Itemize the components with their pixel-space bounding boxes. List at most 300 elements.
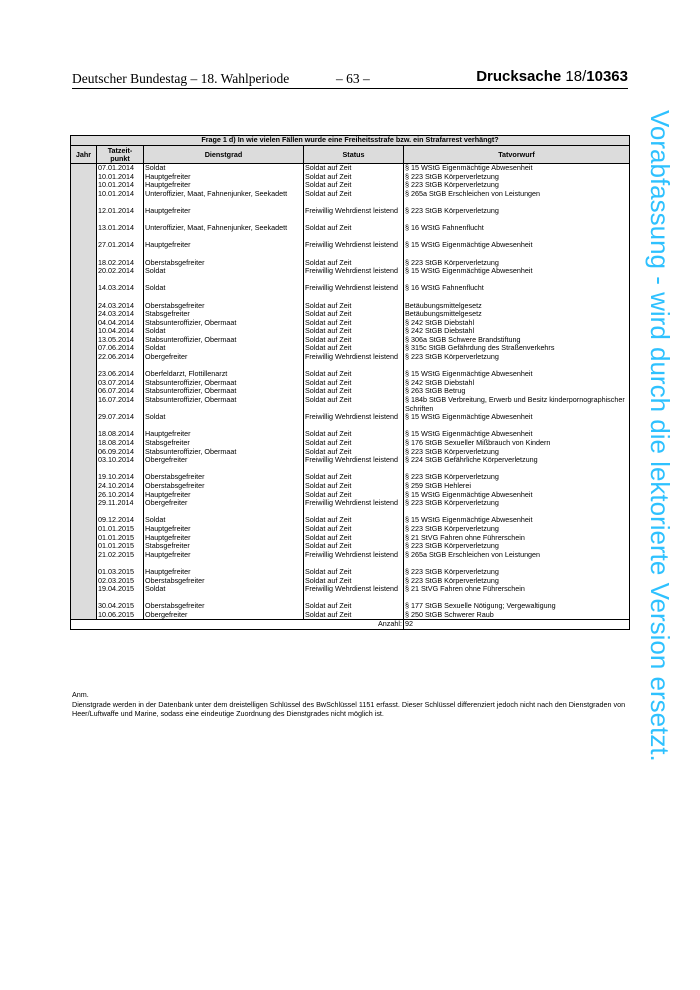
results-table <box>70 135 630 630</box>
row-jahr-cell <box>71 327 97 336</box>
spacer-cell <box>304 233 404 242</box>
row-rank: Stabsunteroffizier, Obermaat <box>144 319 304 328</box>
row-jahr-cell <box>71 611 97 620</box>
row-status: Freiwillig Wehrdienst leistend <box>304 207 404 216</box>
spacer-row <box>71 559 630 568</box>
summary-row <box>71 620 630 630</box>
spacer-cell <box>404 233 630 242</box>
row-charge: § 223 StGB Körperverletzung <box>404 353 630 362</box>
spacer-cell <box>97 198 144 207</box>
header-rule <box>72 88 628 89</box>
row-date: 18.02.2014 <box>97 259 144 268</box>
spacer-cell <box>404 422 630 431</box>
table-row <box>71 491 630 500</box>
row-rank: Unteroffizier, Maat, Fahnenjunker, Seekadett <box>144 190 304 199</box>
row-jahr-cell <box>71 430 97 439</box>
row-jahr-cell <box>71 259 97 268</box>
table-row <box>71 568 630 577</box>
row-jahr-cell <box>71 473 97 482</box>
spacer-cell <box>71 276 97 285</box>
row-charge: § 223 StGB Körperverletzung <box>404 473 630 482</box>
row-rank: Hauptgefreiter <box>144 173 304 182</box>
col-dienstgrad: Dienstgrad <box>144 146 304 164</box>
table-row <box>71 353 630 362</box>
spacer-cell <box>144 508 304 517</box>
row-jahr-cell <box>71 241 97 250</box>
spacer-row <box>71 293 630 302</box>
spacer-cell <box>304 465 404 474</box>
col-tatzeitpunkt: Tatzeit-punkt <box>97 146 144 164</box>
table-row <box>71 448 630 457</box>
row-charge: § 177 StGB Sexuelle Nötigung; Vergewaltigung <box>404 602 630 611</box>
spacer-cell <box>404 362 630 371</box>
table-row <box>71 430 630 439</box>
row-date: 23.06.2014 <box>97 370 144 379</box>
row-rank: Soldat <box>144 164 304 173</box>
row-charge: Betäubungsmittelgesetz <box>404 310 630 319</box>
spacer-cell <box>404 293 630 302</box>
table-row <box>71 611 630 620</box>
row-rank: Obergefreiter <box>144 611 304 620</box>
row-rank: Stabsgefreiter <box>144 439 304 448</box>
row-date: 06.09.2014 <box>97 448 144 457</box>
summary-value: 92 <box>404 620 630 630</box>
row-rank: Oberstabsgefreiter <box>144 473 304 482</box>
row-rank: Hauptgefreiter <box>144 491 304 500</box>
table-row <box>71 181 630 190</box>
row-charge: § 21 StVG Fahren ohne Führerschein <box>404 534 630 543</box>
table-row <box>71 259 630 268</box>
row-rank: Hauptgefreiter <box>144 207 304 216</box>
spacer-cell <box>304 422 404 431</box>
spacer-row <box>71 250 630 259</box>
row-status: Soldat auf Zeit <box>304 430 404 439</box>
row-charge: § 15 WStG Eigenmächtige Abwesenheit <box>404 430 630 439</box>
row-charge: § 315c StGB Gefährdung des Straßenverkehrs <box>404 344 630 353</box>
row-date: 10.01.2014 <box>97 181 144 190</box>
row-jahr-cell <box>71 585 97 594</box>
table-row <box>71 284 630 293</box>
row-charge: § 223 StGB Körperverletzung <box>404 525 630 534</box>
spacer-cell <box>304 293 404 302</box>
row-date: 20.02.2014 <box>97 267 144 276</box>
row-rank: Stabsunteroffizier, Obermaat <box>144 396 304 413</box>
row-jahr-cell <box>71 448 97 457</box>
row-status: Soldat auf Zeit <box>304 164 404 173</box>
row-rank: Hauptgefreiter <box>144 181 304 190</box>
row-charge: § 265a StGB Erschleichen von Leistungen <box>404 190 630 199</box>
row-charge: § 306a StGB Schwere Brandstiftung <box>404 336 630 345</box>
row-charge: § 15 WStG Eigenmächtige Abwesenheit <box>404 370 630 379</box>
row-jahr-cell <box>71 602 97 611</box>
spacer-cell <box>71 362 97 371</box>
row-jahr-cell <box>71 319 97 328</box>
row-jahr-cell <box>71 284 97 293</box>
row-rank: Oberstabsgefreiter <box>144 482 304 491</box>
row-date: 12.01.2014 <box>97 207 144 216</box>
row-rank: Hauptgefreiter <box>144 534 304 543</box>
row-jahr-cell <box>71 353 97 362</box>
row-charge: § 259 StGB Hehlerei <box>404 482 630 491</box>
row-status: Soldat auf Zeit <box>304 542 404 551</box>
row-date: 13.05.2014 <box>97 336 144 345</box>
row-rank: Stabsunteroffizier, Obermaat <box>144 379 304 388</box>
spacer-cell <box>71 422 97 431</box>
spacer-cell <box>304 594 404 603</box>
table-row <box>71 396 630 413</box>
table-row <box>71 499 630 508</box>
table-row <box>71 370 630 379</box>
row-status: Freiwillig Wehrdienst leistend <box>304 241 404 250</box>
spacer-cell <box>71 250 97 259</box>
row-jahr-cell <box>71 336 97 345</box>
spacer-cell <box>144 198 304 207</box>
row-date: 14.03.2014 <box>97 284 144 293</box>
row-date: 02.03.2015 <box>97 577 144 586</box>
spacer-row <box>71 198 630 207</box>
row-date: 29.07.2014 <box>97 413 144 422</box>
row-date: 27.01.2014 <box>97 241 144 250</box>
table-row <box>71 585 630 594</box>
row-rank: Oberstabsgefreiter <box>144 259 304 268</box>
row-jahr-cell <box>71 456 97 465</box>
row-status: Soldat auf Zeit <box>304 534 404 543</box>
spacer-cell <box>144 465 304 474</box>
table-column-headers <box>71 146 630 164</box>
header-page-number: – 63 – <box>336 71 370 86</box>
row-charge: § 223 StGB Körperverletzung <box>404 173 630 182</box>
row-charge: § 16 WStG Fahnenflucht <box>404 224 630 233</box>
spacer-cell <box>71 216 97 225</box>
table-row <box>71 473 630 482</box>
row-rank: Hauptgefreiter <box>144 525 304 534</box>
row-jahr-cell <box>71 379 97 388</box>
spacer-cell <box>404 594 630 603</box>
table-row <box>71 190 630 199</box>
spacer-cell <box>304 276 404 285</box>
row-date: 07.01.2014 <box>97 164 144 173</box>
row-rank: Oberstabsgefreiter <box>144 302 304 311</box>
row-status: Soldat auf Zeit <box>304 190 404 199</box>
table-row <box>71 516 630 525</box>
row-rank: Soldat <box>144 344 304 353</box>
spacer-cell <box>304 362 404 371</box>
row-charge: § 223 StGB Körperverletzung <box>404 448 630 457</box>
row-status: Soldat auf Zeit <box>304 611 404 620</box>
row-date: 01.03.2015 <box>97 568 144 577</box>
spacer-cell <box>144 362 304 371</box>
spacer-cell <box>404 276 630 285</box>
spacer-cell <box>144 250 304 259</box>
row-rank: Stabsgefreiter <box>144 542 304 551</box>
table-row <box>71 551 630 560</box>
row-jahr-cell <box>71 568 97 577</box>
row-status: Freiwillig Wehrdienst leistend <box>304 284 404 293</box>
row-charge: § 176 StGB Sexueller Mißbrauch von Kindern <box>404 439 630 448</box>
row-charge: § 223 StGB Körperverletzung <box>404 181 630 190</box>
row-jahr-cell <box>71 387 97 396</box>
row-status: Freiwillig Wehrdienst leistend <box>304 353 404 362</box>
row-charge: § 224 StGB Gefährliche Körperverletzung <box>404 456 630 465</box>
row-jahr-cell <box>71 207 97 216</box>
row-status: Freiwillig Wehrdienst leistend <box>304 585 404 594</box>
row-charge: § 15 WStG Eigenmächtige Abwesenheit <box>404 491 630 500</box>
row-rank: Obergefreiter <box>144 456 304 465</box>
row-date: 19.04.2015 <box>97 585 144 594</box>
col-jahr: Jahr <box>71 146 97 164</box>
row-charge: § 242 StGB Diebstahl <box>404 319 630 328</box>
row-charge: § 223 StGB Körperverletzung <box>404 577 630 586</box>
row-charge: § 242 StGB Diebstahl <box>404 379 630 388</box>
row-status: Soldat auf Zeit <box>304 577 404 586</box>
row-jahr-cell <box>71 267 97 276</box>
table-row <box>71 542 630 551</box>
row-status: Soldat auf Zeit <box>304 396 404 413</box>
row-jahr-cell <box>71 499 97 508</box>
row-date: 19.10.2014 <box>97 473 144 482</box>
row-date: 16.07.2014 <box>97 396 144 413</box>
table-row <box>71 439 630 448</box>
row-rank: Unteroffizier, Maat, Fahnenjunker, Seekadett <box>144 224 304 233</box>
row-date: 03.07.2014 <box>97 379 144 388</box>
results-table-wrapper <box>70 135 629 630</box>
spacer-cell <box>71 465 97 474</box>
row-charge: Betäubungsmittelgesetz <box>404 302 630 311</box>
row-charge: § 15 WStG Eigenmächtige Abwesenheit <box>404 241 630 250</box>
spacer-row <box>71 508 630 517</box>
row-status: Soldat auf Zeit <box>304 439 404 448</box>
row-jahr-cell <box>71 525 97 534</box>
row-rank: Oberfeldarzt, Flottillenarzt <box>144 370 304 379</box>
spacer-cell <box>404 465 630 474</box>
row-charge: § 223 StGB Körperverletzung <box>404 259 630 268</box>
row-rank: Oberstabsgefreiter <box>144 577 304 586</box>
row-rank: Soldat <box>144 413 304 422</box>
row-jahr-cell <box>71 491 97 500</box>
row-date: 10.01.2014 <box>97 173 144 182</box>
footnote-text: Dienstgrade werden in der Datenbank unter dem dreistelligen Schlüssel des BwSchlüssel 1151 erfasst. Dieser Schlüssel differenziert jedoch nicht nach den Dienstgraden von Heer/Luftwaffe und Marine, sodass eine eindeutige Zuordnung des Dienstgrades nicht möglich ist. <box>72 699 626 718</box>
row-date: 06.07.2014 <box>97 387 144 396</box>
spacer-cell <box>97 508 144 517</box>
row-rank: Soldat <box>144 516 304 525</box>
row-charge: § 223 StGB Körperverletzung <box>404 499 630 508</box>
row-rank: Stabsunteroffizier, Obermaat <box>144 387 304 396</box>
row-date: 01.01.2015 <box>97 542 144 551</box>
spacer-row <box>71 362 630 371</box>
table-row <box>71 327 630 336</box>
row-status: Soldat auf Zeit <box>304 602 404 611</box>
row-rank: Oberstabsgefreiter <box>144 602 304 611</box>
table-row <box>71 336 630 345</box>
page-header <box>72 68 628 88</box>
row-date: 09.12.2014 <box>97 516 144 525</box>
row-status: Soldat auf Zeit <box>304 387 404 396</box>
spacer-row <box>71 422 630 431</box>
summary-label: Anzahl: <box>71 620 404 630</box>
row-status: Soldat auf Zeit <box>304 327 404 336</box>
row-jahr-cell <box>71 173 97 182</box>
row-jahr-cell <box>71 482 97 491</box>
spacer-cell <box>404 559 630 568</box>
row-rank: Obergefreiter <box>144 353 304 362</box>
row-charge: § 184b StGB Verbreitung, Erwerb und Besitz kinderpornographischer Schriften <box>404 396 630 413</box>
spacer-cell <box>304 216 404 225</box>
spacer-row <box>71 233 630 242</box>
table-row <box>71 224 630 233</box>
row-status: Freiwillig Wehrdienst leistend <box>304 456 404 465</box>
table-row <box>71 534 630 543</box>
row-charge: § 15 WStG Eigenmächtige Abwesenheit <box>404 267 630 276</box>
table-row <box>71 241 630 250</box>
row-rank: Hauptgefreiter <box>144 430 304 439</box>
table-row <box>71 387 630 396</box>
row-jahr-cell <box>71 542 97 551</box>
spacer-cell <box>144 276 304 285</box>
row-status: Soldat auf Zeit <box>304 568 404 577</box>
spacer-cell <box>404 250 630 259</box>
row-rank: Stabsgefreiter <box>144 310 304 319</box>
spacer-cell <box>97 594 144 603</box>
table-row <box>71 379 630 388</box>
spacer-cell <box>144 594 304 603</box>
row-status: Soldat auf Zeit <box>304 224 404 233</box>
spacer-cell <box>97 276 144 285</box>
spacer-cell <box>71 508 97 517</box>
spacer-row <box>71 216 630 225</box>
spacer-cell <box>71 594 97 603</box>
row-charge: § 263 StGB Betrug <box>404 387 630 396</box>
table-row <box>71 525 630 534</box>
spacer-cell <box>304 559 404 568</box>
spacer-cell <box>71 293 97 302</box>
spacer-cell <box>404 508 630 517</box>
spacer-cell <box>144 293 304 302</box>
row-date: 03.10.2014 <box>97 456 144 465</box>
table-row <box>71 482 630 491</box>
spacer-cell <box>304 198 404 207</box>
row-date: 24.10.2014 <box>97 482 144 491</box>
table-row <box>71 310 630 319</box>
spacer-cell <box>97 233 144 242</box>
row-jahr-cell <box>71 396 97 413</box>
row-date: 18.08.2014 <box>97 439 144 448</box>
spacer-cell <box>404 216 630 225</box>
row-date: 13.01.2014 <box>97 224 144 233</box>
spacer-cell <box>97 362 144 371</box>
spacer-row <box>71 465 630 474</box>
row-jahr-cell <box>71 439 97 448</box>
row-status: Soldat auf Zeit <box>304 491 404 500</box>
row-date: 26.10.2014 <box>97 491 144 500</box>
table-title: Frage 1 d) In wie vielen Fällen wurde eine Freiheitsstrafe bzw. ein Strafarrest verhängt? <box>71 136 630 146</box>
row-rank: Hauptgefreiter <box>144 241 304 250</box>
row-status: Soldat auf Zeit <box>304 173 404 182</box>
row-date: 24.03.2014 <box>97 302 144 311</box>
draft-watermark <box>645 110 675 900</box>
row-charge: § 250 StGB Schwerer Raub <box>404 611 630 620</box>
row-rank: Soldat <box>144 284 304 293</box>
row-charge: § 223 StGB Körperverletzung <box>404 207 630 216</box>
row-date: 01.01.2015 <box>97 534 144 543</box>
row-status: Freiwillig Wehrdienst leistend <box>304 413 404 422</box>
row-jahr-cell <box>71 181 97 190</box>
row-status: Freiwillig Wehrdienst leistend <box>304 551 404 560</box>
row-rank: Stabsunteroffizier, Obermaat <box>144 336 304 345</box>
table-row <box>71 344 630 353</box>
col-status: Status <box>304 146 404 164</box>
spacer-cell <box>404 198 630 207</box>
table-row <box>71 302 630 311</box>
row-jahr-cell <box>71 190 97 199</box>
row-charge: § 15 WStG Eigenmächtige Abwesenheit <box>404 413 630 422</box>
row-status: Soldat auf Zeit <box>304 473 404 482</box>
table-body <box>71 164 630 620</box>
row-date: 24.03.2014 <box>97 310 144 319</box>
row-charge: § 15 WStG Eigenmächtige Abwesenheit <box>404 516 630 525</box>
row-jahr-cell <box>71 413 97 422</box>
row-status: Soldat auf Zeit <box>304 525 404 534</box>
row-status: Soldat auf Zeit <box>304 516 404 525</box>
row-rank: Soldat <box>144 267 304 276</box>
row-date: 10.04.2014 <box>97 327 144 336</box>
row-date: 21.02.2015 <box>97 551 144 560</box>
row-date: 30.04.2015 <box>97 602 144 611</box>
table-row <box>71 267 630 276</box>
table-row <box>71 577 630 586</box>
row-charge: § 15 WStG Eigenmächtige Abwesenheit <box>404 164 630 173</box>
row-rank: Soldat <box>144 327 304 336</box>
watermark-text: Vorabfassung - wird durch die lektorierte Version ersetzt. <box>645 110 675 762</box>
row-charge: § 265a StGB Erschleichen von Leistungen <box>404 551 630 560</box>
row-charge: § 16 WStG Fahnenflucht <box>404 284 630 293</box>
table-row <box>71 207 630 216</box>
header-document-number: Drucksache 18/10363 <box>476 68 628 85</box>
spacer-cell <box>71 233 97 242</box>
row-charge: § 21 StVG Fahren ohne Führerschein <box>404 585 630 594</box>
spacer-cell <box>97 216 144 225</box>
spacer-cell <box>71 198 97 207</box>
col-tatvorwurf: Tatvorwurf <box>404 146 630 164</box>
footnote <box>72 690 628 719</box>
row-jahr-cell <box>71 164 97 173</box>
row-rank: Obergefreiter <box>144 499 304 508</box>
spacer-cell <box>304 508 404 517</box>
spacer-cell <box>97 559 144 568</box>
row-jahr-cell <box>71 224 97 233</box>
row-jahr-cell <box>71 551 97 560</box>
row-status: Soldat auf Zeit <box>304 181 404 190</box>
table-row <box>71 602 630 611</box>
row-charge: § 223 StGB Körperverletzung <box>404 568 630 577</box>
spacer-cell <box>97 422 144 431</box>
spacer-row <box>71 594 630 603</box>
spacer-cell <box>97 293 144 302</box>
spacer-cell <box>71 559 97 568</box>
table-row <box>71 173 630 182</box>
row-date: 04.04.2014 <box>97 319 144 328</box>
row-charge: § 223 StGB Körperverletzung <box>404 542 630 551</box>
row-status: Freiwillig Wehrdienst leistend <box>304 267 404 276</box>
row-status: Soldat auf Zeit <box>304 379 404 388</box>
row-date: 01.01.2015 <box>97 525 144 534</box>
row-status: Soldat auf Zeit <box>304 336 404 345</box>
spacer-cell <box>144 216 304 225</box>
row-status: Soldat auf Zeit <box>304 310 404 319</box>
table-row <box>71 456 630 465</box>
spacer-cell <box>97 250 144 259</box>
spacer-cell <box>144 559 304 568</box>
row-rank: Soldat <box>144 585 304 594</box>
